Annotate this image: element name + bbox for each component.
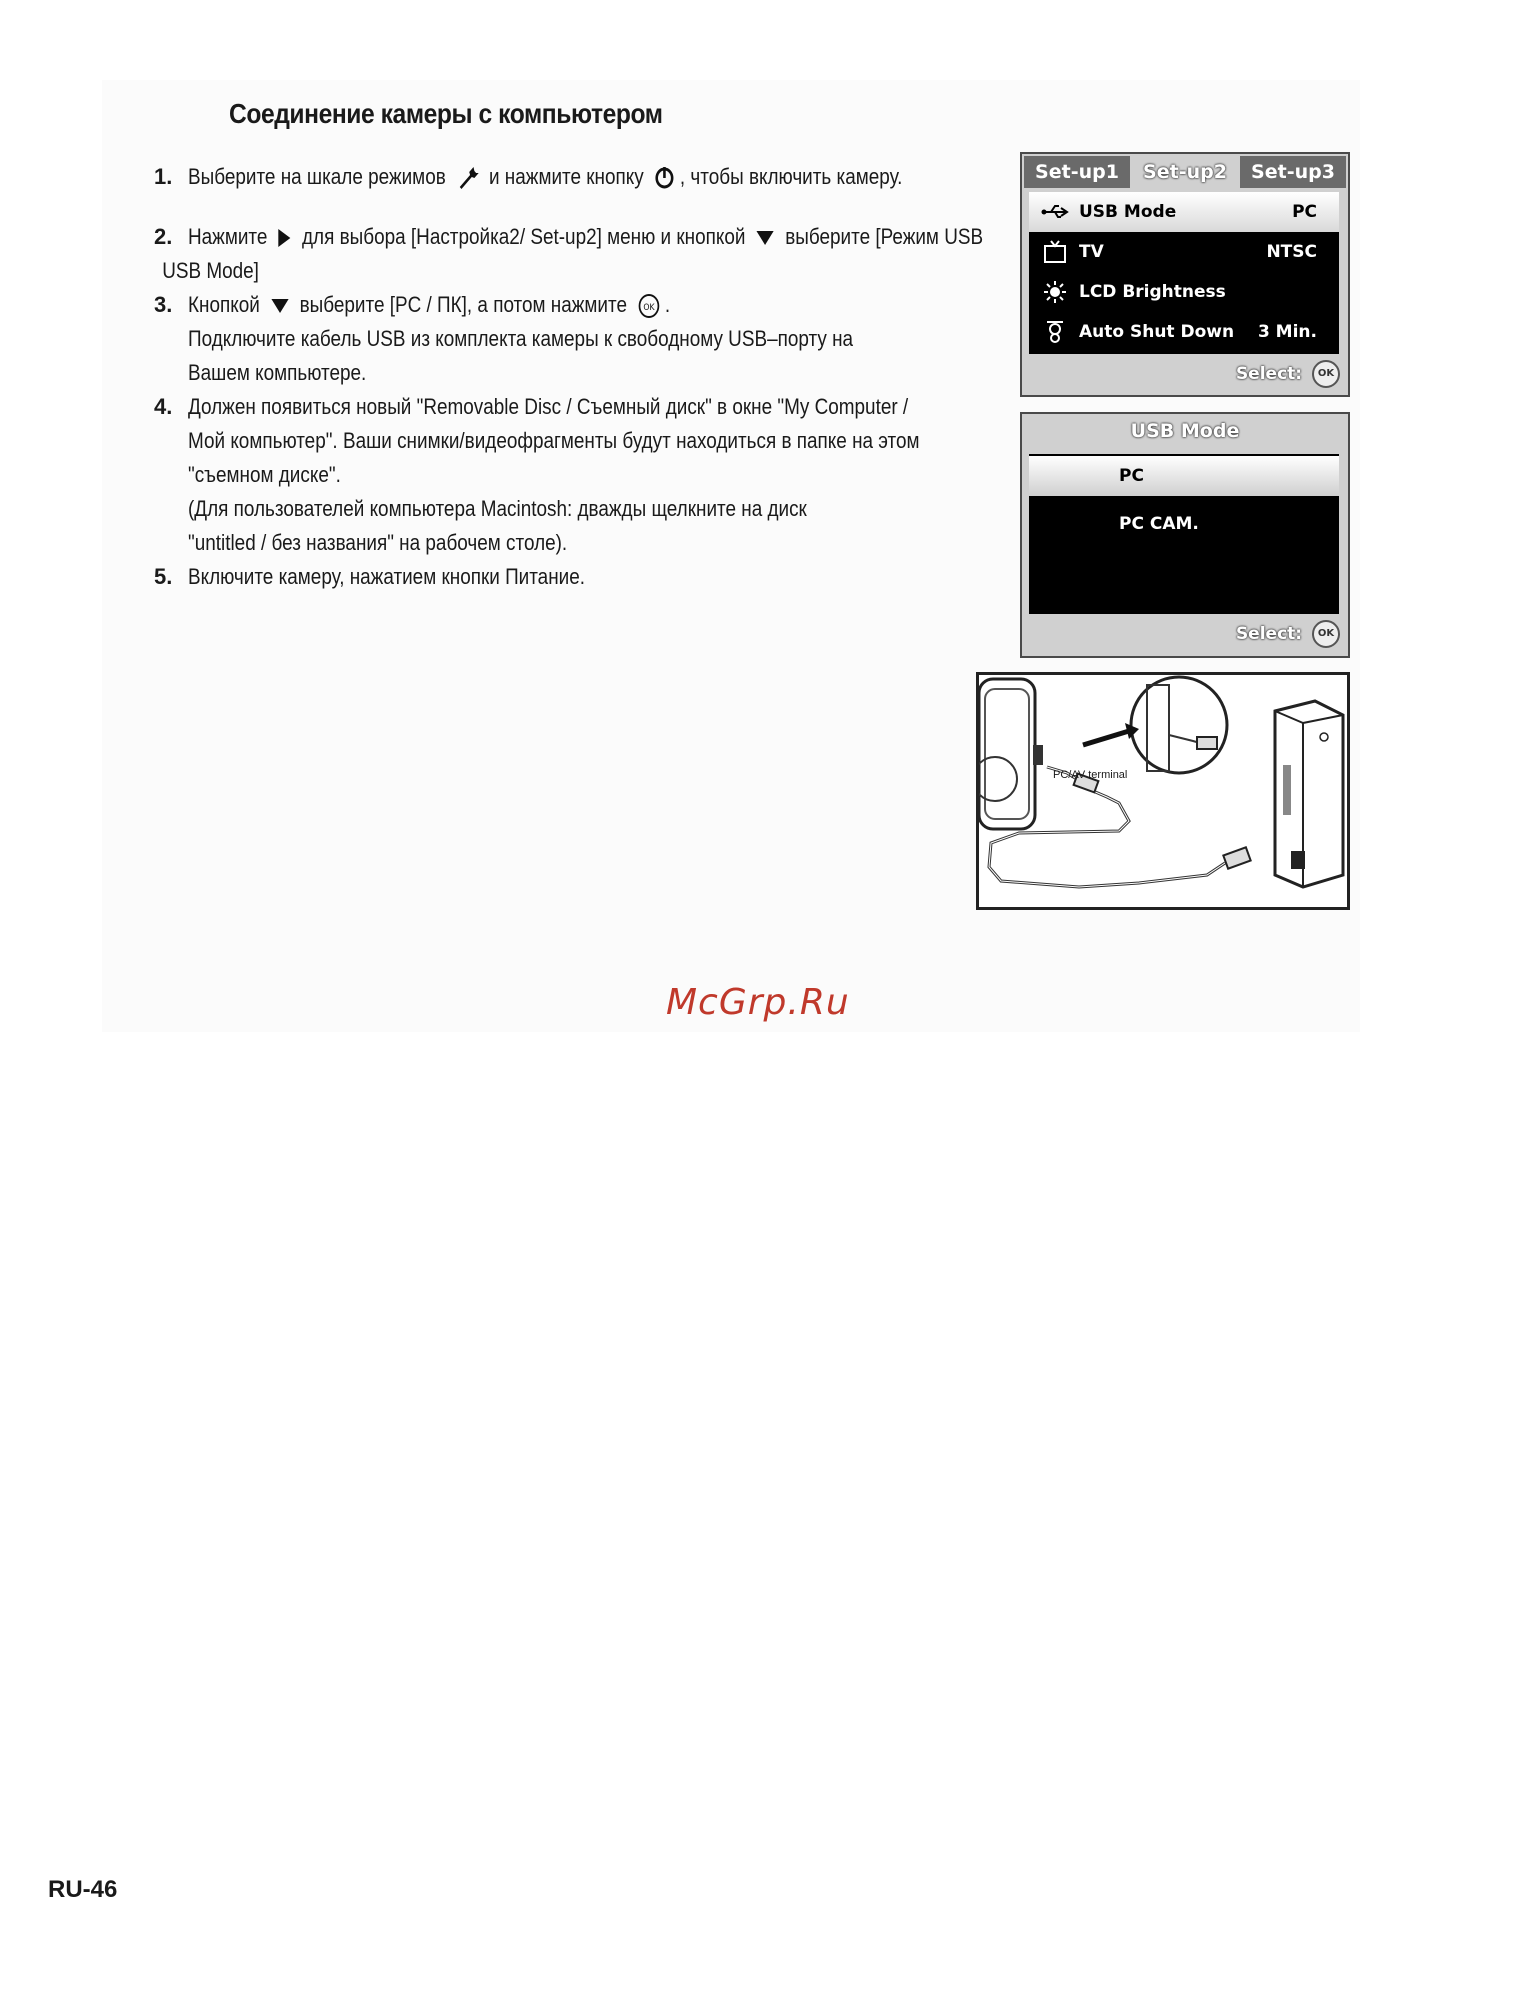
camera-pc-drawing — [979, 675, 1347, 907]
power-save-icon — [1041, 320, 1069, 344]
step-text: Кнопкой — [188, 292, 260, 317]
step-text: (Для пользователей компьютера Macintosh: дважды щелкните на диск — [188, 496, 807, 521]
right-triangle-icon — [278, 228, 292, 248]
step-text: и нажмите кнопку — [488, 164, 644, 189]
brightness-icon — [1041, 280, 1069, 304]
step-5 — [154, 560, 1014, 594]
usb-mode-screen — [1020, 412, 1350, 658]
ok-button-icon[interactable]: OK — [1312, 360, 1340, 388]
step-3 — [154, 288, 1014, 390]
step-text: выберите [Режим USB — [785, 224, 984, 249]
down-triangle-icon — [270, 298, 289, 314]
step-text: Мой компьютер". Ваши снимки/видеофрагменты будут находиться в папке на этом — [188, 428, 920, 453]
menu-item-tv[interactable] — [1029, 232, 1339, 272]
menu-item-label: LCD Brightness — [1079, 282, 1226, 302]
option-pc[interactable] — [1029, 456, 1339, 496]
tab-setup3[interactable]: Set-up3 — [1240, 156, 1346, 188]
menu-item-lcd-brightness[interactable] — [1029, 272, 1339, 312]
option-pc-cam[interactable] — [1029, 504, 1339, 544]
usb-mode-header: USB Mode — [1130, 420, 1240, 442]
power-icon — [654, 166, 675, 190]
svg-text:OK: OK — [643, 301, 655, 313]
step-1 — [154, 160, 1014, 194]
menu-item-label: Auto Shut Down — [1079, 322, 1235, 342]
step-number: 4. — [154, 394, 173, 419]
step-text: Подключите кабель USB из комплекта камеры к свободному USB–порту на — [188, 326, 854, 351]
ok-button-icon[interactable]: OK — [1312, 620, 1340, 648]
menu-item-value: PC — [1292, 202, 1317, 222]
connection-illustration — [976, 672, 1350, 910]
menu-item-auto-shut-down[interactable] — [1029, 312, 1339, 352]
step-text: USB Mode] — [162, 258, 259, 283]
setup-menu-screen — [1020, 152, 1350, 397]
step-text: Должен появиться новый "Removable Disc / Съемный диск" в окне "My Computer / — [188, 394, 909, 419]
step-text: Выберите на шкале режимов — [188, 164, 446, 189]
tab-setup1[interactable]: Set-up1 — [1024, 156, 1130, 188]
step-text: Включите камеру, нажатием кнопки Питание. — [188, 564, 586, 589]
step-text: "untitled / без названия" на рабочем столе). — [188, 530, 568, 555]
menu-item-usb-mode[interactable] — [1029, 192, 1339, 232]
select-hint — [1236, 620, 1340, 650]
setup-tabs — [1022, 154, 1348, 190]
step-2 — [154, 220, 1014, 288]
step-text: для выбора [Настройка2/ Set-up2] меню и кнопкой — [302, 224, 746, 249]
usb-mode-list — [1029, 454, 1339, 614]
step-number: 5. — [154, 564, 173, 589]
select-label: Select: — [1235, 364, 1303, 384]
option-label: PC — [1119, 466, 1144, 486]
instruction-steps — [154, 160, 1014, 594]
step-number: 1. — [154, 164, 173, 189]
ok-button-icon — [637, 293, 659, 319]
menu-item-value: 3 Min. — [1257, 322, 1317, 342]
step-text: , чтобы включить камеру. — [679, 164, 903, 189]
step-number: 3. — [154, 292, 173, 317]
menu-item-label: USB Mode — [1079, 202, 1177, 222]
step-number: 2. — [154, 224, 173, 249]
wrench-icon — [456, 165, 478, 191]
step-text: Нажмите — [188, 224, 268, 249]
menu-item-label: TV — [1079, 242, 1104, 262]
usb-icon — [1041, 200, 1069, 224]
page-number: RU-46 — [48, 1876, 118, 1903]
step-text: "съемном диске". — [188, 462, 341, 487]
page-title: Соединение камеры с компьютером — [229, 98, 663, 129]
option-label: PC CAM. — [1119, 514, 1199, 534]
select-label: Select: — [1235, 624, 1303, 644]
step-4 — [154, 390, 1014, 560]
down-triangle-icon — [756, 230, 775, 246]
select-hint — [1236, 360, 1340, 390]
terminal-label: PC/AV terminal — [1053, 769, 1128, 781]
step-text: Вашем компьютере. — [188, 360, 367, 385]
watermark: McGrp.Ru — [666, 982, 850, 1023]
step-text: выберите [PC / ПК], а потом нажмите — [299, 292, 627, 317]
step-text: . — [664, 292, 671, 317]
menu-list — [1029, 192, 1339, 354]
tv-icon — [1041, 240, 1069, 264]
tab-setup2[interactable]: Set-up2 — [1132, 156, 1238, 188]
menu-item-value: NTSC — [1266, 242, 1317, 262]
